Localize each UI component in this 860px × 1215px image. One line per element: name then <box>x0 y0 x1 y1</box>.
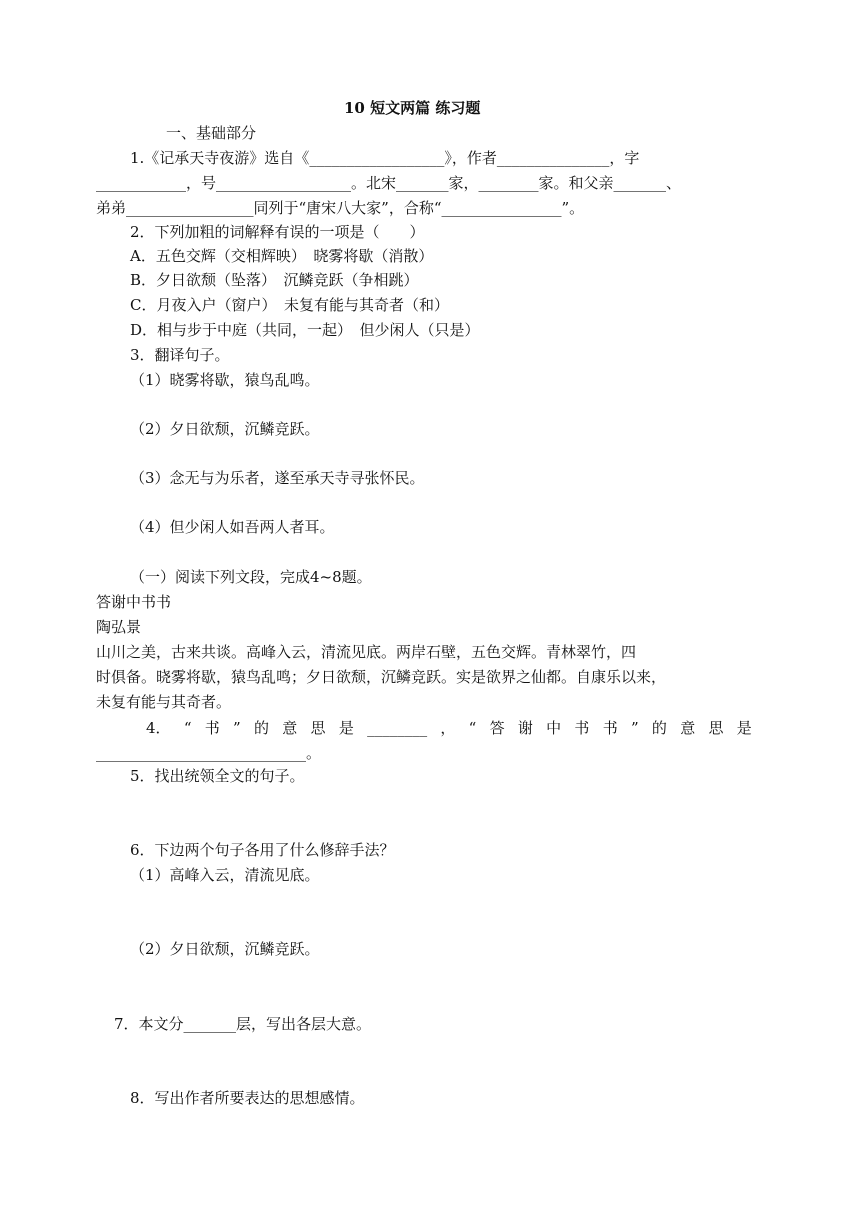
q4-token: 是 <box>338 719 354 737</box>
q2-option-b: B．夕日欲颓（坠落） 沉鳞竞跃（争相跳） <box>130 271 419 289</box>
q4-token: 书 <box>602 719 618 737</box>
article-author: 陶弘景 <box>96 618 142 636</box>
q2-option-a: A．五色交辉（交相辉映） 晓雾将歇（消散） <box>130 247 434 265</box>
q4-token: ， <box>440 719 456 737</box>
article-body-line-3: 未复有能与其奇者。 <box>96 693 232 711</box>
page-title: 10 短文两篇 练习题 <box>344 99 481 117</box>
q6-stem: 6．下边两个句子各用了什么修辞手法？ <box>130 841 395 859</box>
q3-item-2: （2）夕日欲颓，沉鳞竞跃。 <box>130 420 320 438</box>
q1-line-1: 1.《记承天寺夜游》选自《__________________》，作者_______________，字 <box>130 149 640 167</box>
q4-token: 意 <box>282 719 298 737</box>
q4-token: 思 <box>708 719 724 737</box>
q7-stem: 7．本文分_______层，写出各层大意。 <box>114 1015 372 1033</box>
q4-token: 意 <box>680 719 696 737</box>
q6-item-1: （1）高峰入云，清流见底。 <box>130 866 320 884</box>
q4-token: 的 <box>253 719 269 737</box>
q3-stem: 3．翻译句子。 <box>130 346 230 364</box>
reading-intro: （一）阅读下列文段，完成4~8题。 <box>130 568 372 586</box>
q4-token: ” <box>630 719 639 737</box>
q4-token: 的 <box>651 719 667 737</box>
q4-line-2: ____________________________。 <box>96 744 322 762</box>
q1-line-3: 弟弟_________________同列于“唐宋八大家”，合称“________________”。 <box>96 199 585 217</box>
q4-token: 是 <box>736 719 752 737</box>
q4-token: “ <box>183 719 192 737</box>
q4-token: 4． <box>146 719 171 737</box>
q4-blank: ________ <box>367 719 428 737</box>
q4-token: 思 <box>310 719 326 737</box>
q3-item-4: （4）但少闲人如吾两人者耳。 <box>130 518 335 536</box>
q4-token: 答 <box>489 719 505 737</box>
q6-item-2: （2）夕日欲颓，沉鳞竞跃。 <box>130 940 320 958</box>
q4-token: ” <box>233 719 241 737</box>
q4-line-1 <box>146 718 752 738</box>
article-title: 答谢中书书 <box>96 593 172 611</box>
q4-token: 书 <box>204 719 220 737</box>
q2-option-c: C．月夜入户（窗户） 未复有能与其奇者（和） <box>130 296 449 314</box>
q1-line-2: ____________，号__________________。北宋_______家，________家。和父亲_______、 <box>96 174 682 192</box>
article-body-line-1: 山川之美，古来共谈。高峰入云，清流见底。两岸石壁，五色交辉。青林翠竹，四 <box>96 643 637 661</box>
section-heading-basic: 一、基础部分 <box>166 124 257 142</box>
q4-token: “ <box>468 719 477 737</box>
q4-token: 谢 <box>517 719 533 737</box>
article-body-line-2: 时俱备。晓雾将歇，猿鸟乱鸣；夕日欲颓，沉鳞竞跃。实是欲界之仙都。自康乐以来， <box>96 668 667 686</box>
q2-option-d: D．相与步于中庭（共同，一起） 但少闲人（只是） <box>130 321 480 339</box>
q4-token: 书 <box>574 719 590 737</box>
q8-stem: 8．写出作者所要表达的思想感情。 <box>130 1089 365 1107</box>
q3-item-1: （1）晓雾将歇，猿鸟乱鸣。 <box>130 371 320 389</box>
q3-item-3: （3）念无与为乐者，遂至承天寺寻张怀民。 <box>130 469 425 487</box>
q4-token: 中 <box>546 719 562 737</box>
q2-stem: 2．下列加粗的词解释有误的一项是（ ） <box>130 223 425 241</box>
q5-stem: 5．找出统领全文的句子。 <box>130 767 305 785</box>
